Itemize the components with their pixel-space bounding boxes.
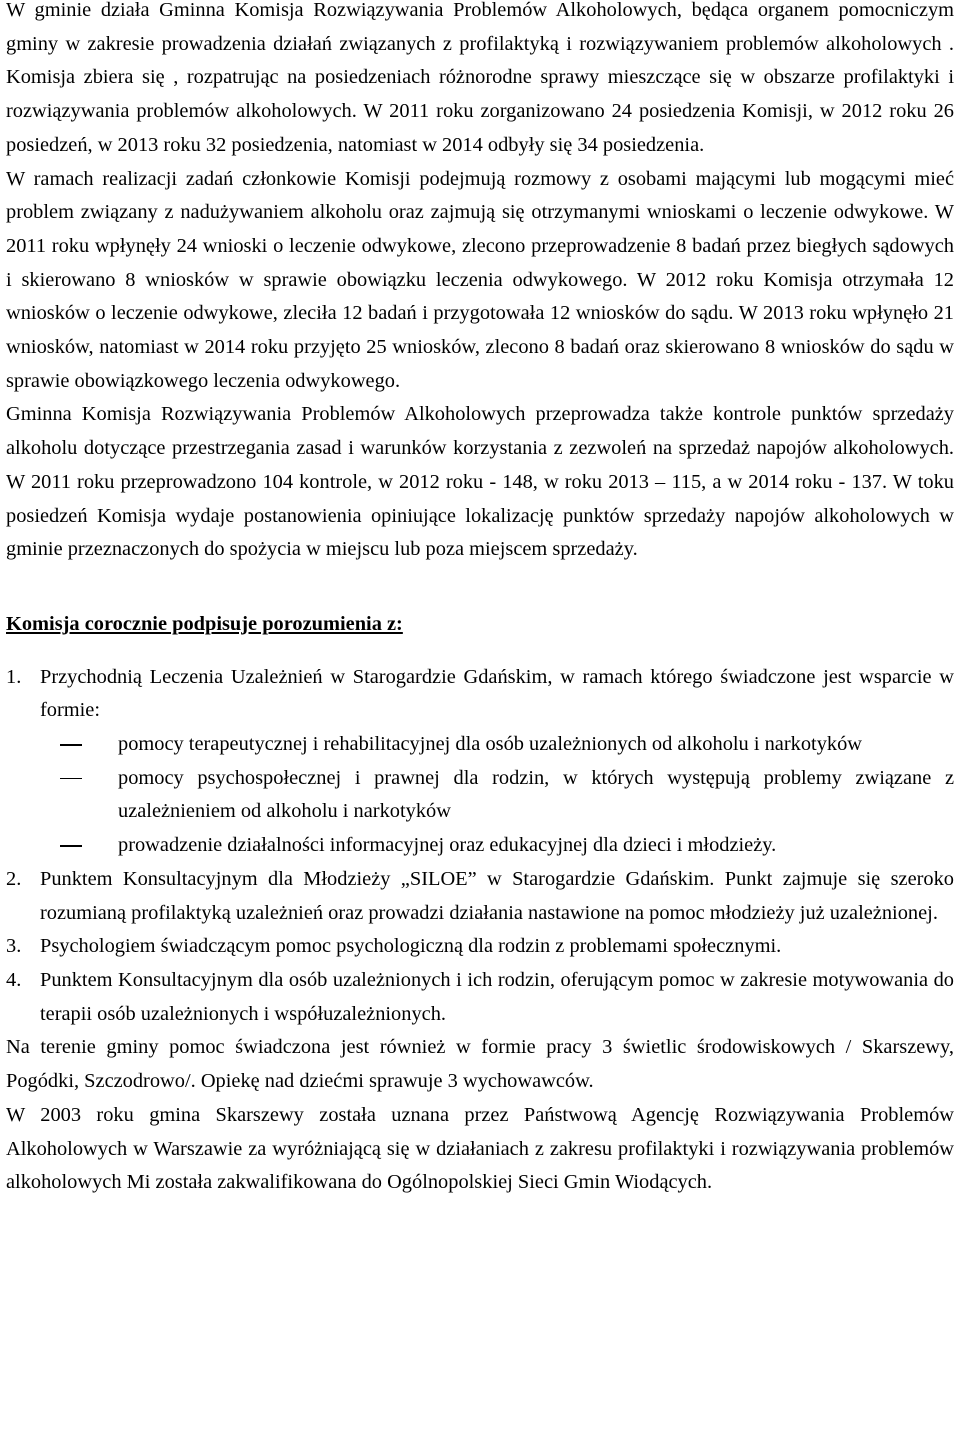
list-item-number: 2. xyxy=(6,867,22,890)
sub-list-item-text: pomocy psychospołecznej i prawnej dla rodzin, w których występują problemy związane z uzależnieniem od alkoholu i narkotyków xyxy=(118,766,954,823)
sub-list-item xyxy=(40,728,954,762)
dash-bullet-icon xyxy=(60,845,82,847)
sub-list-item-text: prowadzenie działalności informacyjnej oraz edukacyjnej dla dzieci i młodzieży. xyxy=(118,834,777,857)
dash-bullet-icon xyxy=(60,778,82,780)
paragraph-community-centers: Na terenie gminy pomoc świadczona jest również w formie pracy 3 świetlic środowiskowych / Skarszewy, Pogódki, Szczodrowo/. Opiekę nad dziećmi sprawuje 3 wychowawców. xyxy=(6,1036,954,1093)
list-item-text: Punktem Konsultacyjnym dla Młodzieży „SILOE” w Starogardzie Gdańskim. Punkt zajmuje się szeroko rozumianą profilaktyką uzależnień oraz prowadzi działania nastawione na pomoc młodzieży już uzależnionej. xyxy=(40,867,954,924)
list-item xyxy=(6,661,954,863)
sub-list-item-text: pomocy terapeutycznej i rehabilitacyjnej dla osób uzależnionych od alkoholu i narkotyków xyxy=(118,733,863,756)
list-item xyxy=(6,964,954,1031)
list-item xyxy=(6,930,954,964)
paragraph-sales-inspections: Gminna Komisja Rozwiązywania Problemów Alkoholowych przeprowadza także kontrole punktów sprzedaży alkoholu dotyczące przestrzegania zasad i warunków korzystania z zezwoleń na sprzedaż napojów alkoholowych. W 2011 roku przeprowadzono 104 kontrole, w 2012 roku - 148, w roku 2013 – 115, a w 2014 roku - 137. W toku posiedzeń Komisja wydaje postanowienia opiniujące lokalizację punktów sprzedaży napojów alkoholowych w gminie przeznaczonych do spożycia w miejscu lub poza miejscem sprzedaży. xyxy=(6,403,954,561)
document-page xyxy=(6,0,954,1200)
agreements-list xyxy=(6,661,954,1032)
list-item-number: 3. xyxy=(6,935,22,958)
paragraph-treatment-requests: W ramach realizacji zadań członkowie Komisji podejmują rozmowy z osobami mającymi lub mogącymi mieć problem związany z nadużywaniem alkoholu oraz zajmują się otrzymanymi wnioskami o leczenie odwykowe. W 2011 roku wpłynęły 24 wnioski o leczenie odwykowe, zlecono przeprowadzenie 8 badań przez biegłych sądowych i skierowano 8 wniosków w sprawie obowiązku leczenia odwykowego. W 2012 roku Komisja otrzymała 12 wniosków o leczenie odwykowe, zleciła 12 badań i przygotowała 12 wniosków do sądu. W 2013 roku wpłynęło 21 wniosków, natomiast w 2014 roku przyjęto 25 wniosków, zlecono 8 badań oraz skierowano 8 wniosków do sądu w sprawie obowiązkowego leczenia odwykowego. xyxy=(6,167,954,392)
list-item-text: Psychologiem świadczącym pomoc psychologiczną dla rodzin z problemami społecznymi. xyxy=(40,935,782,958)
paragraph-commission-intro: W gminie działa Gminna Komisja Rozwiązywania Problemów Alkoholowych, będąca organem pomocniczym gminy w zakresie prowadzenia działań związanych z profilaktyką i rozwiązywaniem problemów alkoholowych . Komisja zbiera się , rozpatrując na posiedzeniach różnorodne sprawy mieszczące się w obszarze profilaktyki i rozwiązywania problemów alkoholowych. W 2011 roku zorganizowano 24 posiedzenia Komisji, w 2012 roku 26 posiedzeń, w 2013 roku 32 posiedzenia, natomiast w 2014 odbyły się 34 posiedzenia. xyxy=(6,0,954,156)
dash-bullet-icon xyxy=(60,744,82,746)
list-item-number: 4. xyxy=(6,968,22,991)
paragraph-award: W 2003 roku gmina Skarszewy została uznana przez Państwową Agencję Rozwiązywania Problemów Alkoholowych w Warszawie za wyróżniającą się w działaniach z zakresu profilaktyki i rozwiązywania problemów alkoholowych Mi została zakwalifikowana do Ogólnopolskiej Sieci Gmin Wiodących. xyxy=(6,1103,954,1194)
list-item-text: Przychodnią Leczenia Uzależnień w Starogardzie Gdańskim, w ramach którego świadczone jest wsparcie w formie: xyxy=(40,665,954,722)
support-forms-list xyxy=(40,728,954,863)
sub-list-item xyxy=(40,829,954,863)
list-item-text: Punktem Konsultacyjnym dla osób uzależnionych i ich rodzin, oferującym pomoc w zakresie motywowania do terapii osób uzależnionych i współuzależnionych. xyxy=(40,968,954,1025)
list-item-number: 1. xyxy=(6,665,22,688)
list-item xyxy=(6,863,954,930)
sub-list-item xyxy=(40,762,954,829)
section-heading: Komisja corocznie podpisuje porozumienia z: xyxy=(6,612,403,635)
